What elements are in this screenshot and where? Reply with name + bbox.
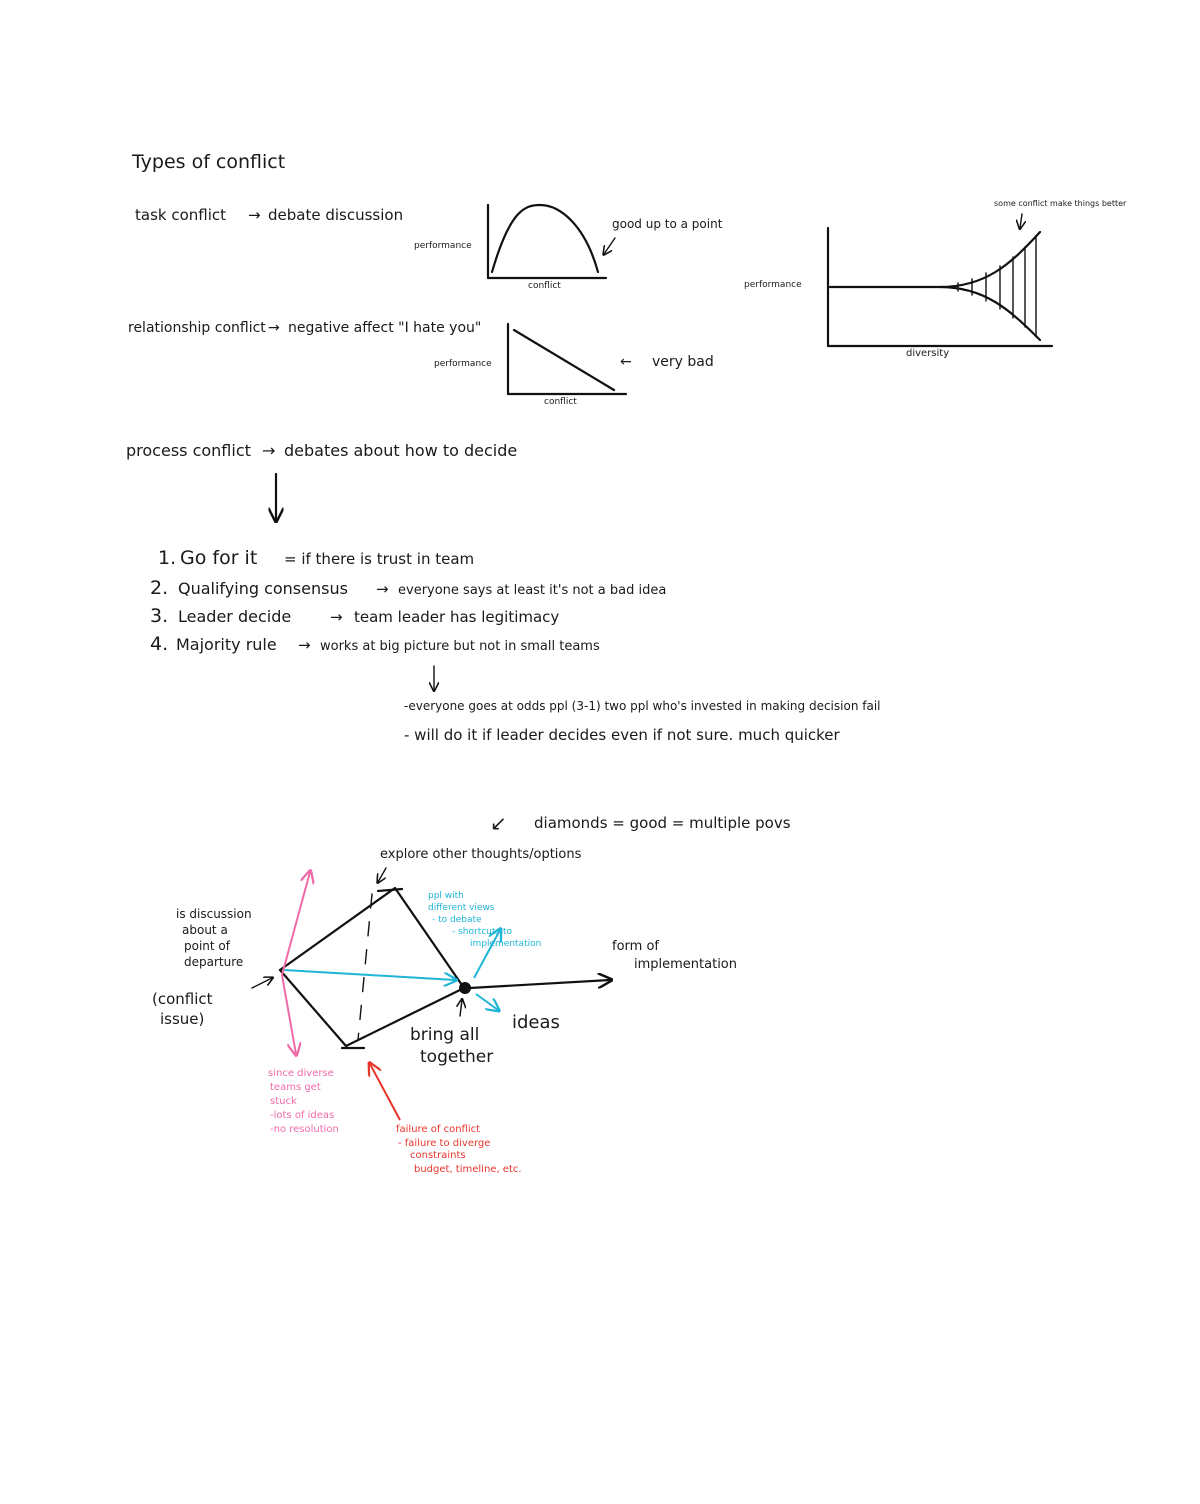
implementation-line: implementation bbox=[634, 957, 738, 972]
diversity-note-arrow bbox=[1020, 214, 1022, 228]
list-item-detail: works at big picture but not in small teams bbox=[320, 639, 600, 654]
relationship-arrow: → bbox=[268, 320, 280, 336]
relationship-note: very bad bbox=[652, 354, 714, 370]
list-item bbox=[158, 547, 474, 569]
cyan-line: - to debate bbox=[432, 915, 482, 925]
red-line: - failure to diverge bbox=[398, 1138, 491, 1149]
task-conflict-label: task conflict bbox=[135, 206, 227, 224]
task-arrow: → bbox=[248, 206, 261, 224]
pink-line: since diverse bbox=[268, 1068, 334, 1079]
diversity-chart bbox=[744, 228, 1052, 359]
red-line: failure of conflict bbox=[396, 1124, 481, 1135]
task-chart-ylabel: performance bbox=[414, 241, 472, 251]
cyan-line: ppl with bbox=[428, 891, 464, 901]
task-chart-xlabel: conflict bbox=[528, 281, 561, 291]
relationship-conflict-chart bbox=[434, 324, 626, 407]
relationship-conflict-effect: negative affect "I hate you" bbox=[288, 320, 482, 336]
list-item-text: Leader decide bbox=[178, 607, 292, 626]
cyan-arrow bbox=[284, 970, 455, 980]
pink-line: -lots of ideas bbox=[270, 1110, 335, 1121]
left-note-line: about a bbox=[182, 923, 228, 937]
left-arrow bbox=[252, 978, 272, 988]
process-sub-2: - will do it if leader decides even if not sure. much quicker bbox=[404, 726, 840, 744]
bring-line: together bbox=[420, 1047, 494, 1067]
list-item-arrow: → bbox=[298, 636, 311, 654]
cyan-up-arrow bbox=[474, 930, 500, 978]
implementation-line: form of bbox=[612, 939, 659, 954]
diversity-chart-ylabel: performance bbox=[744, 280, 802, 290]
list-item bbox=[150, 605, 559, 627]
left-note-line: point of bbox=[184, 939, 230, 953]
process-sub-1: -everyone goes at odds ppl (3-1) two ppl who's invested in making decision fail bbox=[404, 699, 881, 713]
red-note bbox=[396, 1124, 522, 1175]
list-item-detail: everyone says at least it's not a bad idea bbox=[398, 583, 667, 598]
list-item-text: Majority rule bbox=[176, 635, 277, 654]
process-conflict-label: process conflict bbox=[126, 441, 251, 460]
pink-note bbox=[268, 1068, 339, 1135]
red-line: constraints bbox=[410, 1150, 466, 1161]
page-title: Types of conflict bbox=[132, 151, 286, 173]
list-item-number: 1. bbox=[158, 547, 177, 569]
diversity-note: some conflict make things better bbox=[994, 199, 1127, 208]
list-item-arrow: → bbox=[376, 580, 389, 598]
process-list bbox=[150, 547, 666, 655]
red-line: budget, timeline, etc. bbox=[414, 1164, 522, 1175]
cyan-down-arrow bbox=[476, 994, 498, 1010]
list-item-detail: team leader has legitimacy bbox=[354, 608, 560, 626]
task-note: good up to a point bbox=[612, 217, 723, 231]
explore-note: explore other thoughts/options bbox=[380, 847, 582, 862]
diversity-chart-xlabel: diversity bbox=[906, 348, 950, 359]
implementation-note bbox=[612, 939, 737, 972]
list-item-arrow: → bbox=[330, 608, 343, 626]
diamond-left-note bbox=[152, 907, 252, 1028]
relationship-arrow-left: ← bbox=[620, 354, 632, 370]
list-item bbox=[150, 577, 666, 599]
cyan-line: different views bbox=[428, 903, 495, 913]
pink-line: stuck bbox=[270, 1096, 297, 1107]
relationship-chart-xlabel: conflict bbox=[544, 397, 577, 407]
cyan-note bbox=[428, 891, 541, 949]
task-note-arrow bbox=[604, 238, 615, 254]
cyan-line: - shortcuts to bbox=[452, 927, 513, 937]
diamond-arrow: ↙ bbox=[490, 811, 507, 835]
relationship-conflict-label: relationship conflict bbox=[128, 320, 266, 336]
bring-arrow bbox=[460, 1000, 462, 1016]
ideas-label: ideas bbox=[512, 1012, 560, 1033]
list-item bbox=[150, 633, 600, 655]
left-note-line: departure bbox=[184, 955, 244, 969]
list-item-number: 4. bbox=[150, 633, 169, 655]
explore-arrow bbox=[378, 868, 386, 882]
list-item-text: Go for it bbox=[180, 547, 258, 569]
bring-together-note bbox=[410, 1012, 560, 1067]
relationship-chart-ylabel: performance bbox=[434, 359, 492, 369]
task-conflict-effect: debate discussion bbox=[268, 206, 404, 224]
process-arrow: → bbox=[262, 441, 276, 460]
process-conflict-effect: debates about how to decide bbox=[284, 441, 518, 460]
pink-line: -no resolution bbox=[270, 1124, 339, 1135]
pink-line: teams get bbox=[270, 1082, 321, 1093]
pink-arrow bbox=[282, 872, 310, 1054]
list-item-detail: = if there is trust in team bbox=[284, 550, 475, 568]
diamond-top-note: diamonds = good = multiple povs bbox=[534, 814, 791, 832]
bring-line: bring all bbox=[410, 1025, 480, 1045]
left-note-line: (conflict bbox=[152, 990, 213, 1008]
list-item-number: 3. bbox=[150, 605, 169, 627]
list-item-number: 2. bbox=[150, 577, 169, 599]
left-note-line: is discussion bbox=[176, 907, 252, 921]
left-note-line: issue) bbox=[160, 1010, 205, 1028]
task-conflict-chart bbox=[414, 205, 606, 291]
red-arrow bbox=[370, 1064, 400, 1120]
cyan-line: implementation bbox=[470, 939, 542, 949]
list-item-text: Qualifying consensus bbox=[178, 579, 348, 598]
